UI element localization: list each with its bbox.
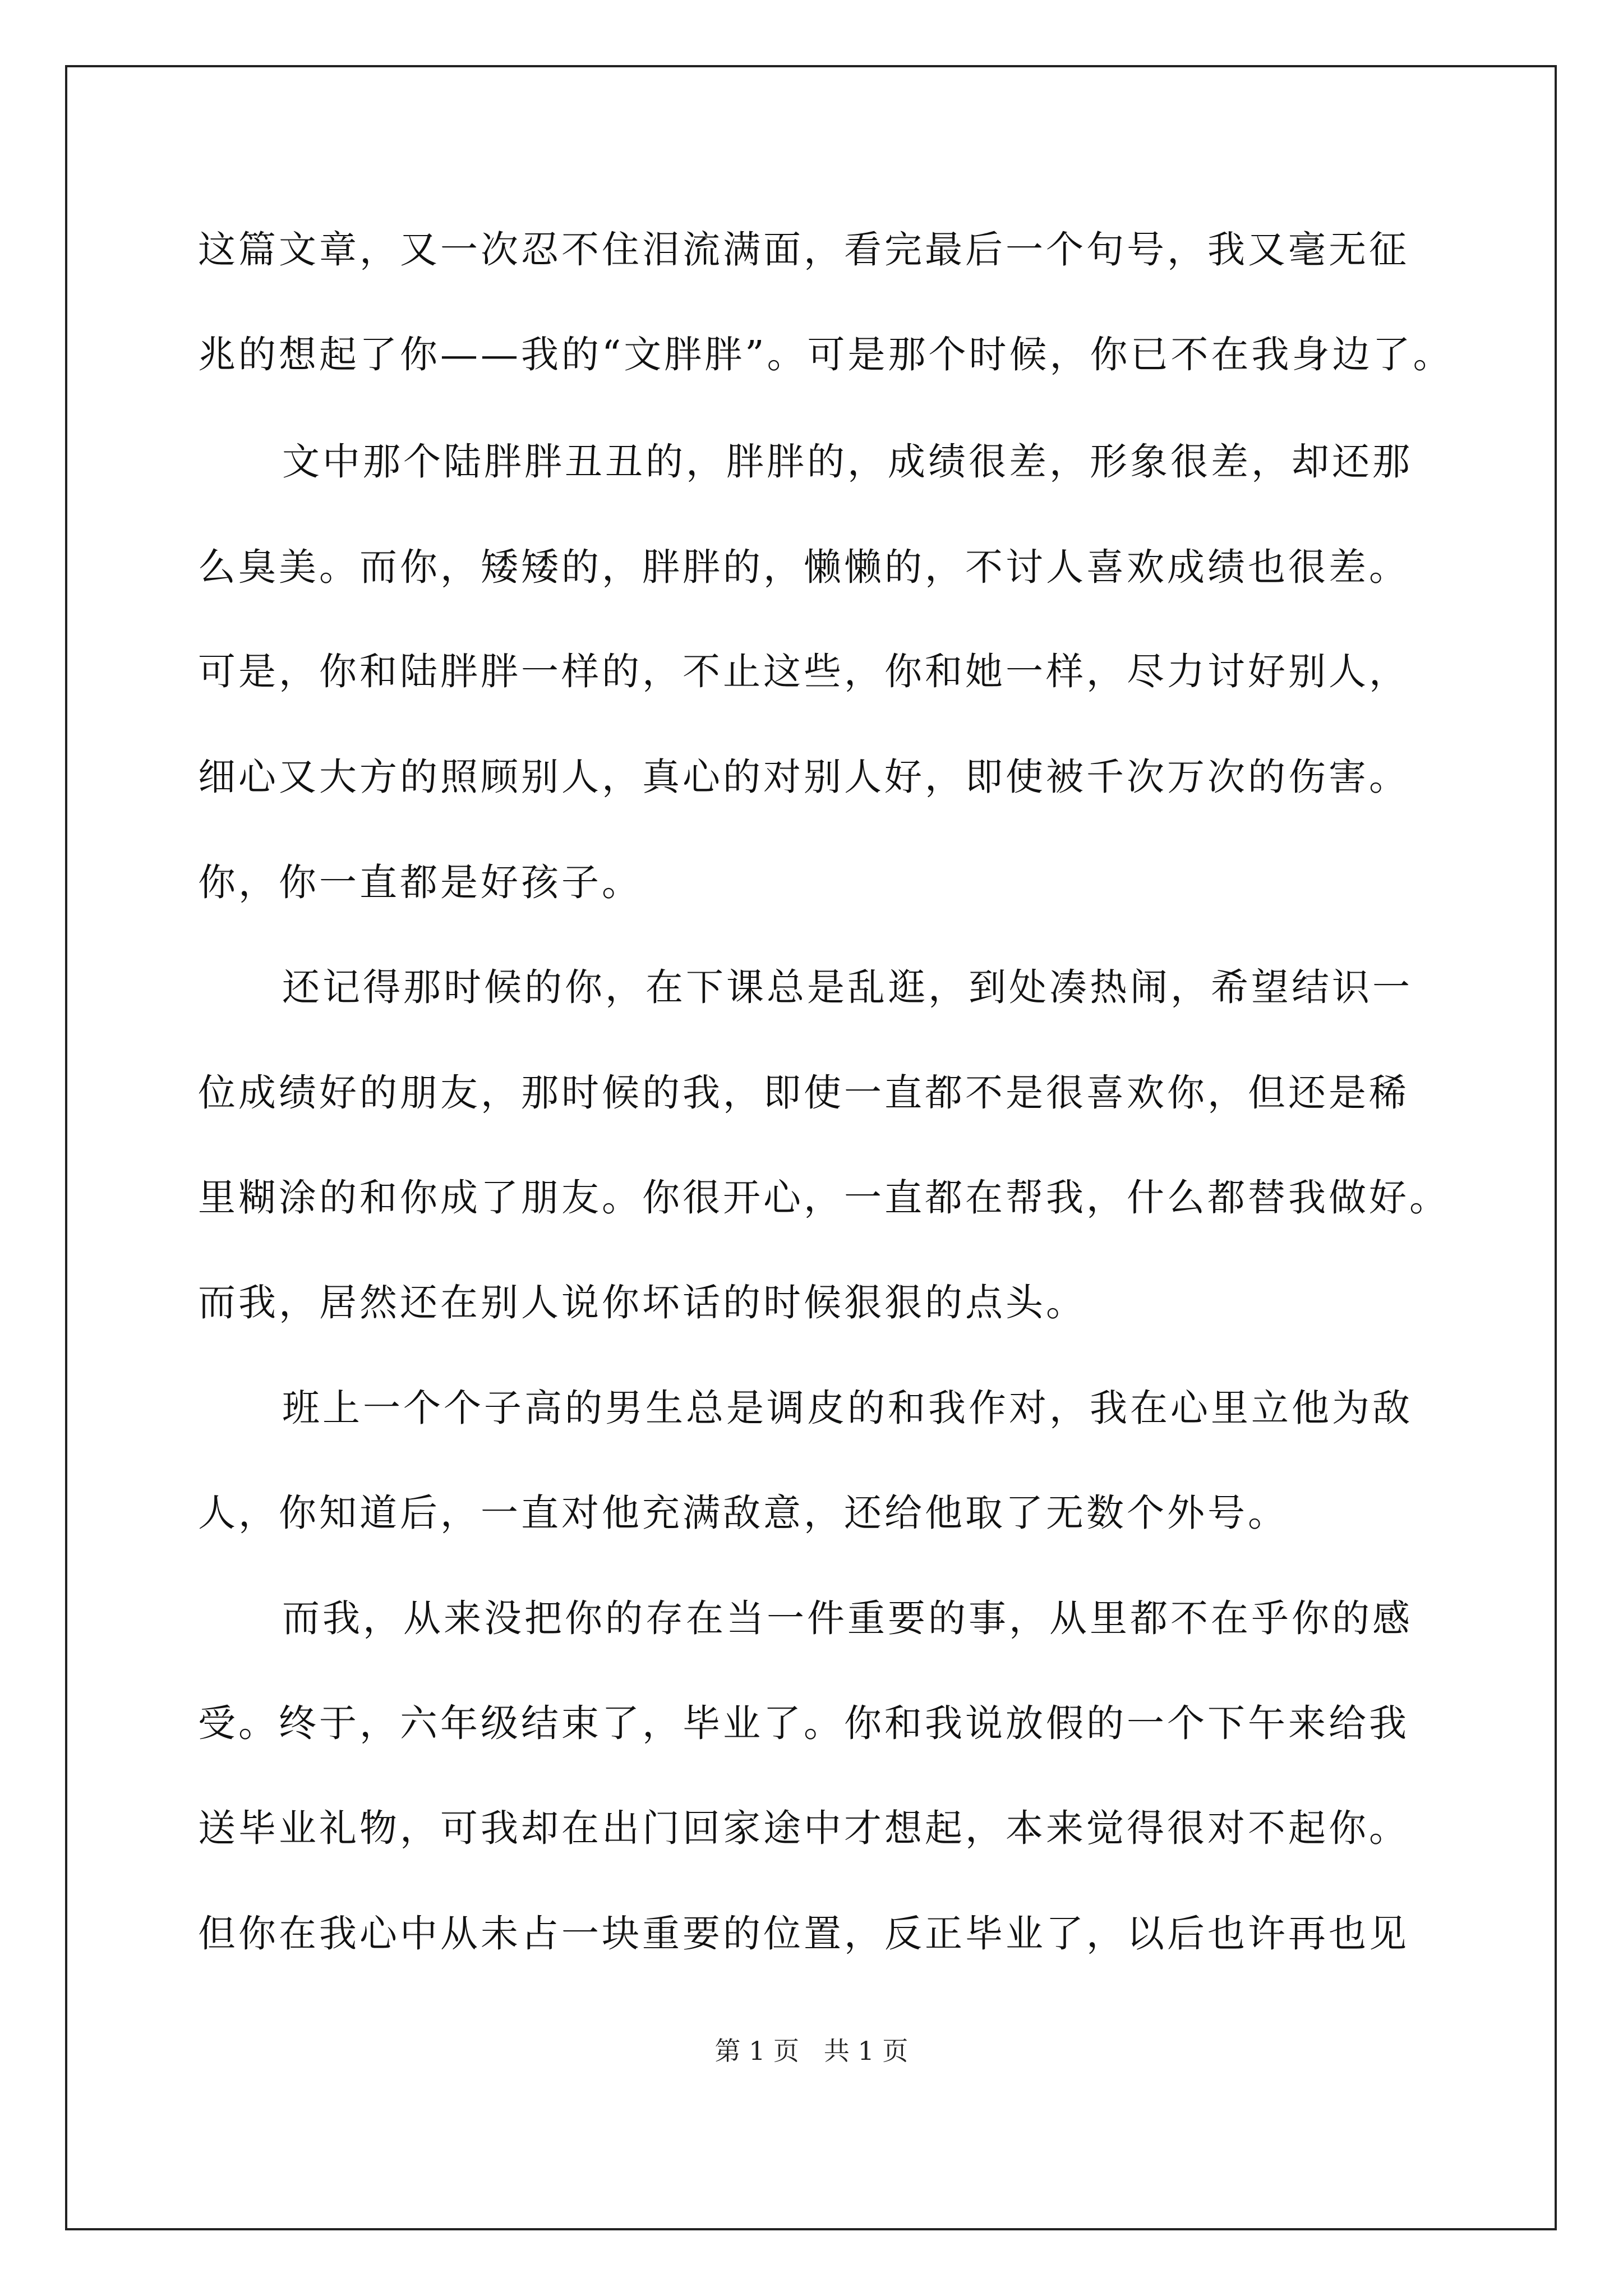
text-line: 而我，居然还在别人说你坏话的时候狠狠的点头。 [198, 1281, 1086, 1324]
text-line: 受。终于，六年级结束了，毕业了。你和我说放假的一个下午来给我 [198, 1701, 1409, 1745]
text-line: 人，你知道后，一直对他充满敌意，还给他取了无数个外号。 [198, 1491, 1288, 1535]
page-number-footer: 第 1 页 共 1 页 [714, 2036, 909, 2066]
text-line: 细心又大方的照顾别人，真心的对别人好，即使被千次万次的伤害。 [198, 755, 1409, 799]
text-line: 位成绩好的朋友，那时候的我，即使一直都不是很喜欢你，但还是稀 [198, 1071, 1409, 1115]
paragraph-start-line: 而我，从来没把你的存在当一件重要的事，从里都不在乎你的感 [282, 1596, 1413, 1640]
paragraph-start-line: 还记得那时候的你，在下课总是乱逛，到处凑热闹，希望结识一 [282, 965, 1413, 1009]
text-line: 这篇文章，又一次忍不住泪流满面，看完最后一个句号，我又毫无征 [198, 228, 1409, 272]
text-line: 送毕业礼物，可我却在出门回家途中才想起，本来觉得很对不起你。 [198, 1806, 1409, 1850]
text-line: 你，你一直都是好孩子。 [198, 861, 642, 904]
paragraph-start-line: 班上一个个子高的男生总是调皮的和我作对，我在心里立他为敌 [282, 1386, 1413, 1430]
paragraph-start-line: 文中那个陆胖胖丑丑的，胖胖的，成绩很差，形象很差，却还那 [282, 440, 1413, 484]
page-border [65, 65, 1557, 2230]
text-line: 么臭美。而你，矮矮的，胖胖的，懒懒的，不讨人喜欢成绩也很差。 [198, 545, 1409, 589]
text-line: 但你在我心中从未占一块重要的位置，反正毕业了，以后也许再也见 [198, 1912, 1409, 1955]
text-line: 可是，你和陆胖胖一样的，不止这些，你和她一样，尽力讨好别人， [198, 650, 1409, 693]
text-line: 兆的想起了你——我的“文胖胖”。可是那个时候，你已不在我身边了。 [198, 333, 1454, 376]
text-line: 里糊涂的和你成了朋友。你很开心，一直都在帮我，什么都替我做好。 [198, 1176, 1450, 1220]
